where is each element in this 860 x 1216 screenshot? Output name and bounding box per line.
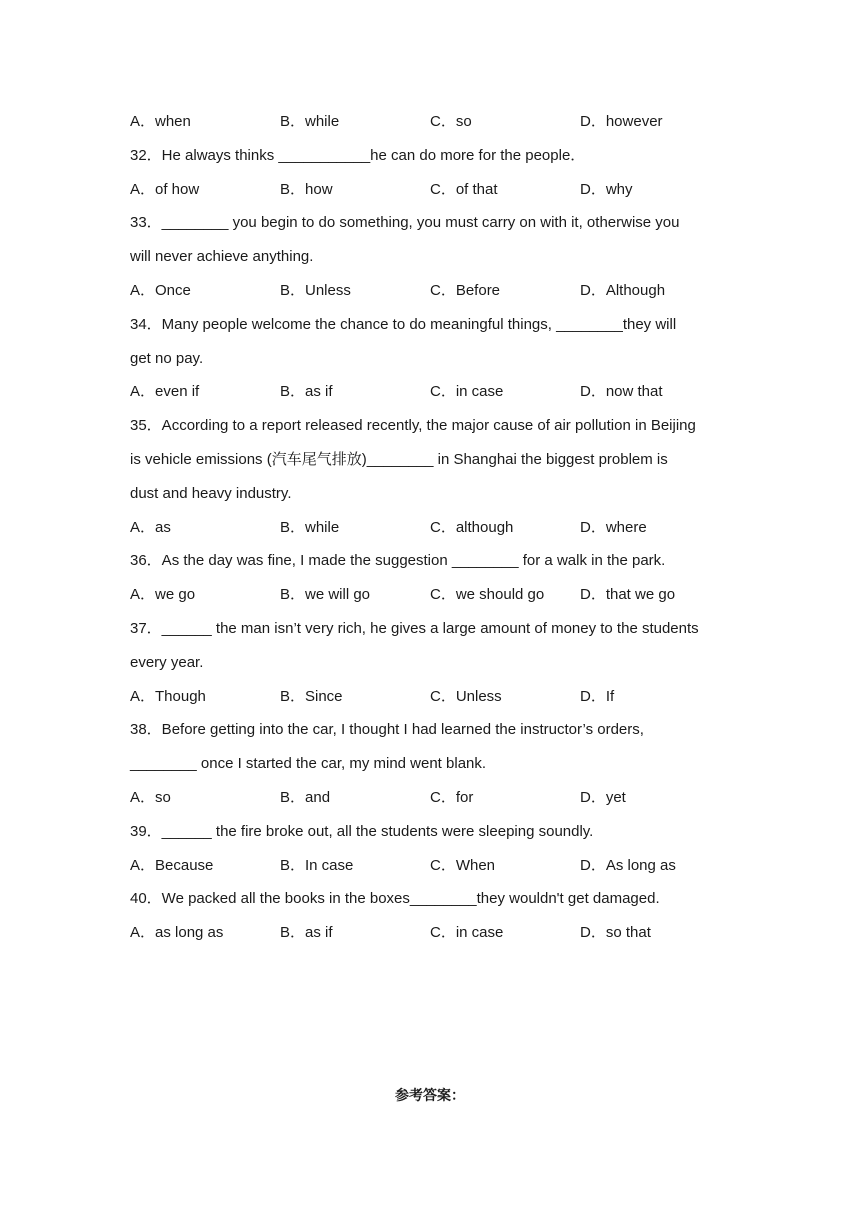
option-b: B．In case xyxy=(280,856,354,874)
option-d: D．why xyxy=(580,180,633,198)
option-c: C．although xyxy=(430,518,514,536)
question-35-text-cont2: dust and heavy industry. xyxy=(130,484,292,502)
question-34-text: 34．Many people welcome the chance to do meaningful things, ________they will xyxy=(130,315,677,333)
options-row-36 xyxy=(130,581,740,615)
option-c: C．in case xyxy=(430,924,504,942)
option-d: D．As long as xyxy=(580,856,676,874)
option-a: A．Because xyxy=(130,856,214,874)
question-33-text: 33．________ you begin to do something, you must carry on with it, otherwise you xyxy=(130,214,680,232)
option-c: C．of that xyxy=(430,180,498,198)
question-37-text-cont: every year. xyxy=(130,653,204,671)
option-d: D．yet xyxy=(580,788,626,806)
question-32-text: 32．He always thinks ___________he can do more for the people． xyxy=(130,146,586,164)
option-c: C．Before xyxy=(430,281,501,299)
options-row-40 xyxy=(130,919,740,953)
option-d: D．now that xyxy=(580,383,663,401)
option-a: A．so xyxy=(130,788,171,806)
question-35-text: 35．According to a report released recently, the major cause of air pollution in Beijing xyxy=(130,417,696,435)
options-row-34 xyxy=(130,378,740,412)
option-a: A．of how xyxy=(130,180,200,198)
option-d: D．so that xyxy=(580,924,651,942)
options-row-33 xyxy=(130,277,740,311)
question-36-text: 36．As the day was fine, I made the suggestion ________ for a walk in the park. xyxy=(130,552,666,570)
option-c: C．in case xyxy=(430,383,504,401)
answer-key-heading: 参考答案： xyxy=(395,1087,465,1103)
option-b: B．how xyxy=(280,180,333,198)
option-b: B．while xyxy=(280,518,340,536)
option-d: D．Although xyxy=(580,281,666,299)
question-35-text-cont: is vehicle emissions (汽车尾气排放)________ in Shanghai the biggest problem is xyxy=(130,450,668,468)
option-a: A．when xyxy=(130,113,191,130)
option-b: B．Unless xyxy=(280,281,351,299)
option-c: C．Unless xyxy=(430,687,502,705)
question-38-text-cont: ________ once I started the car, my mind went blank. xyxy=(130,755,487,773)
options-row-31 xyxy=(130,108,740,142)
option-a: A．even if xyxy=(130,383,200,401)
question-34-text-cont: get no pay. xyxy=(130,349,204,367)
option-a: A．we go xyxy=(130,586,196,604)
option-d: D．however xyxy=(580,113,663,130)
option-a: A．Though xyxy=(130,687,206,705)
option-b: B．we will go xyxy=(280,586,371,604)
options-row-37 xyxy=(130,683,740,717)
question-39-text: 39．______ the fire broke out, all the students were sleeping soundly. xyxy=(130,822,594,840)
options-row-38 xyxy=(130,784,740,818)
option-b: B．and xyxy=(280,788,331,806)
option-b: B．while xyxy=(280,113,340,130)
question-38-text: 38．Before getting into the car, I thought I had learned the instructor’s orders, xyxy=(130,721,644,739)
option-b: B．as if xyxy=(280,383,333,401)
question-33-text-cont: will never achieve anything. xyxy=(130,248,314,266)
question-list xyxy=(130,108,740,953)
options-row-32 xyxy=(130,176,740,210)
option-c: C．we should go xyxy=(430,586,545,604)
option-c: C．so xyxy=(430,113,472,130)
question-37-text: 37．______ the man isn’t very rich, he gives a large amount of money to the students xyxy=(130,619,699,637)
options-row-39 xyxy=(130,852,740,886)
option-d: D．where xyxy=(580,518,647,536)
options-row-35 xyxy=(130,514,740,548)
option-a: A．as xyxy=(130,518,171,536)
option-d: D．If xyxy=(580,687,615,705)
option-d: D．that we go xyxy=(580,586,676,604)
option-b: B．Since xyxy=(280,687,343,705)
question-40-text: 40．We packed all the books in the boxes________they wouldn't get damaged. xyxy=(130,890,660,908)
option-b: B．as if xyxy=(280,924,333,942)
option-a: A．as long as xyxy=(130,924,224,942)
option-c: C．When xyxy=(430,856,496,874)
option-a: A．Once xyxy=(130,281,191,299)
option-c: C．for xyxy=(430,788,474,806)
